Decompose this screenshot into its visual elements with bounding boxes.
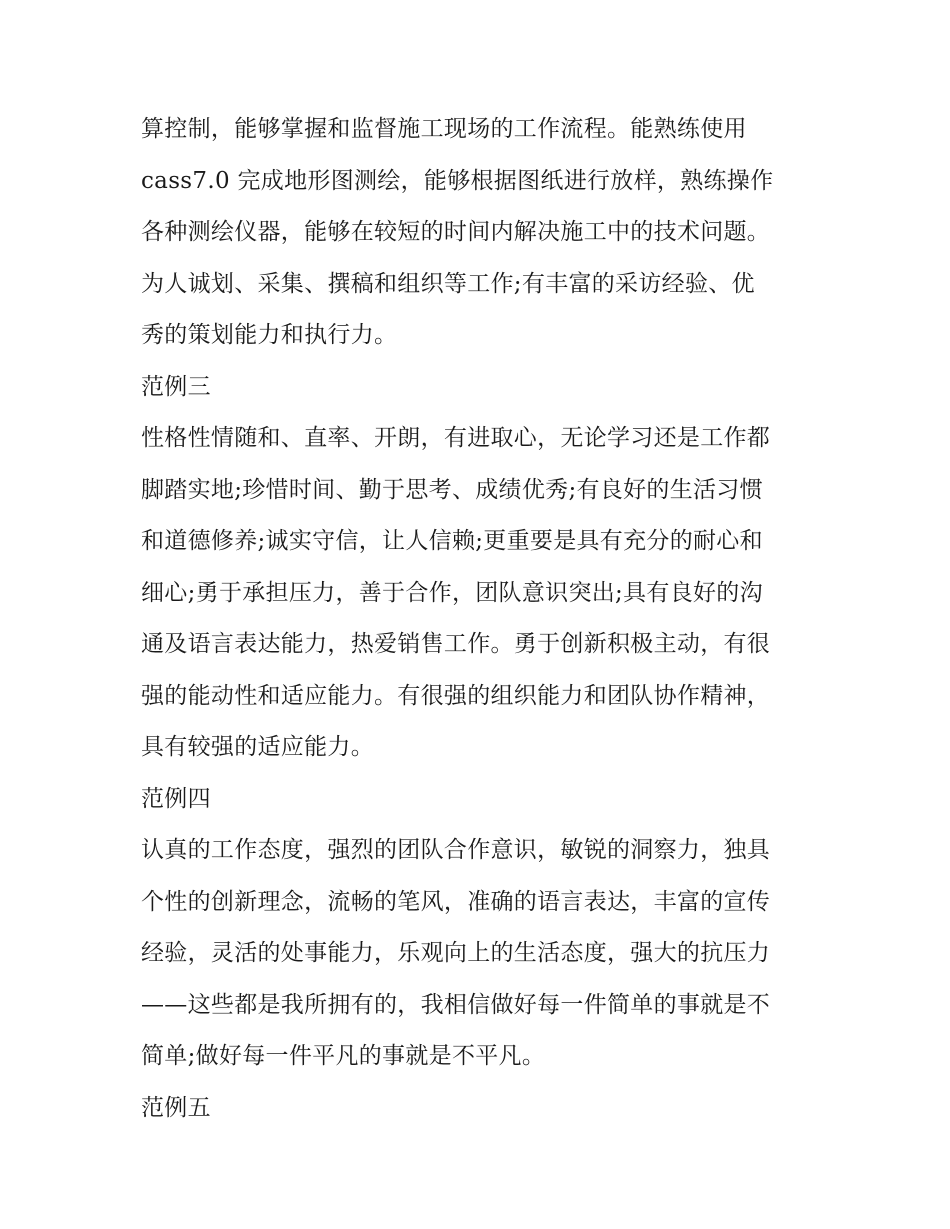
paragraph-line: 经验，灵活的处事能力，乐观向上的生活态度，强大的抗压力 [141, 940, 771, 966]
paragraph-line: 各种测绘仪器，能够在较短的时间内解决施工中的技术问题。 [141, 219, 771, 245]
paragraph-line: 通及语言表达能力，热爱销售工作。勇于创新积极主动，有很 [141, 631, 771, 657]
paragraph-line: 脚踏实地;珍惜时间、勤于思考、成绩优秀;有良好的生活习惯 [141, 476, 763, 503]
paragraph-line: 为人诚划、采集、撰稿和组织等工作;有丰富的采访经验、优 [141, 270, 755, 297]
paragraph-line: 简单;做好每一件平凡的事就是不平凡。 [141, 1043, 546, 1069]
paragraph-line: 强的能动性和适应能力。有很强的组织能力和团队协作精神， [141, 682, 771, 709]
paragraph-line: 细心;勇于承担压力，善于合作，团队意识突出;具有良好的沟 [141, 579, 763, 606]
paragraph-line: ——这些都是我所拥有的，我相信做好每一件简单的事就是不 [141, 991, 771, 1018]
paragraph-line: 算控制，能够掌握和监督施工现场的工作流程。能熟练使用 [141, 116, 747, 142]
paragraph-line: 和道德修养;诚实守信，让人信赖;更重要是具有充分的耐心和 [141, 528, 763, 554]
paragraph-line: 具有较强的适应能力。 [141, 734, 374, 760]
paragraph-line: 性格性情随和、直率、开朗，有进取心，无论学习还是工作都 [141, 425, 771, 451]
section-heading: 范例四 [141, 785, 211, 812]
section-heading: 范例三 [141, 373, 211, 400]
section-heading: 范例五 [141, 1094, 211, 1121]
paragraph-line: cass7.0 完成地形图测绘，能够根据图纸进行放样，熟练操作 [141, 167, 774, 194]
paragraph-line: 个性的创新理念，流畅的笔风，准确的语言表达，丰富的宣传 [141, 888, 771, 915]
document-body [141, 104, 821, 1134]
paragraph-line: 秀的策划能力和执行力。 [141, 322, 398, 348]
paragraph-line: 认真的工作态度，强烈的团队合作意识，敏锐的洞察力，独具 [141, 837, 771, 863]
